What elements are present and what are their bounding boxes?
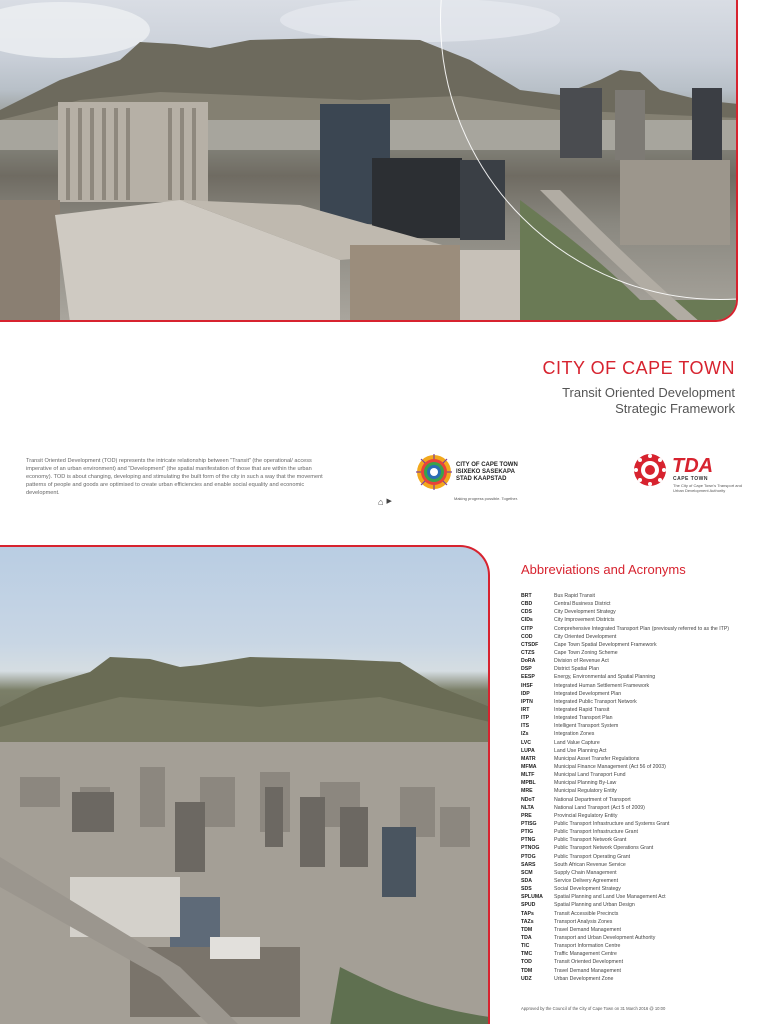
abbreviation-description: Travel Demand Management bbox=[554, 926, 621, 933]
abbreviation-row bbox=[521, 665, 761, 673]
abbreviation-row bbox=[521, 682, 761, 690]
abbreviation-code: CITP bbox=[521, 625, 533, 632]
abbreviation-description: Provincial Regulatory Entity bbox=[554, 812, 618, 819]
title-block bbox=[542, 358, 735, 417]
abbreviation-code: CBD bbox=[521, 601, 533, 608]
abbreviation-description: Cape Town Spatial Development Framework bbox=[554, 641, 657, 648]
abbreviation-description: National Department of Transport bbox=[554, 796, 631, 803]
abbreviation-row bbox=[521, 958, 761, 966]
cct-line-2: ISIXEKO SASEKAPA bbox=[456, 469, 515, 475]
abbreviation-description: Public Transport Operating Grant bbox=[554, 853, 631, 860]
abbreviation-row bbox=[521, 796, 761, 804]
abbreviation-code: TAZs bbox=[521, 918, 534, 925]
top-city-photo bbox=[0, 0, 738, 322]
abbreviation-description: South African Revenue Service bbox=[554, 861, 626, 868]
abbreviation-row bbox=[521, 592, 761, 600]
cct-line-1: CITY OF CAPE TOWN bbox=[456, 462, 518, 468]
abbreviation-row bbox=[521, 641, 761, 649]
abbreviation-code: IZs bbox=[521, 731, 529, 738]
abbreviation-row bbox=[521, 673, 761, 681]
abbreviation-description: Municipal Regulatory Entity bbox=[554, 788, 617, 795]
abbreviation-description: Transit Accessible Precincts bbox=[554, 910, 619, 917]
abbreviation-description: Public Transport Network Operations Grant bbox=[554, 845, 654, 852]
abbreviation-code: UDZ bbox=[521, 975, 532, 982]
abbreviation-row bbox=[521, 918, 761, 926]
abbreviation-code: DoRA bbox=[521, 658, 536, 665]
abbreviation-row bbox=[521, 698, 761, 706]
abbreviation-row bbox=[521, 730, 761, 738]
abbreviation-code: PRE bbox=[521, 812, 532, 819]
abbreviation-description: City Improvement Districts bbox=[554, 617, 615, 624]
abbreviation-description: Public Transport Infrastructure and Systems Grant bbox=[554, 821, 670, 827]
tda-logo bbox=[632, 452, 752, 502]
abbreviation-code: TDA bbox=[521, 934, 532, 941]
abbreviation-code: PTIG bbox=[521, 829, 534, 836]
abbreviation-code: TOD bbox=[521, 959, 532, 966]
abbreviation-code: SCM bbox=[521, 869, 533, 876]
abbreviation-row bbox=[521, 755, 761, 763]
abbreviation-code: ITP bbox=[521, 715, 530, 722]
abbreviation-description: Municipal Land Transport Fund bbox=[554, 772, 626, 779]
abbreviation-description: Integrated Transport Plan bbox=[554, 715, 613, 722]
abbreviation-row bbox=[521, 779, 761, 787]
tda-city: CAPE TOWN bbox=[673, 476, 708, 482]
abbreviation-row bbox=[521, 739, 761, 747]
abbreviation-description: Energy, Environmental and Spatial Planning bbox=[554, 674, 656, 681]
abbreviations-heading: Abbreviations and Acronyms bbox=[521, 562, 686, 577]
abbreviation-row bbox=[521, 893, 761, 901]
abbreviation-description: Supply Chain Management bbox=[554, 869, 617, 876]
abbreviation-code: SDS bbox=[521, 886, 532, 893]
abbreviation-description: Municipal Asset Transfer Regulations bbox=[554, 755, 640, 762]
abbreviation-description: Transport Analysis Zones bbox=[554, 918, 613, 925]
abbreviation-row bbox=[521, 926, 761, 934]
bottom-photo-illustration bbox=[0, 547, 490, 1024]
abbreviation-code: BRT bbox=[521, 593, 532, 600]
abbreviation-row bbox=[521, 877, 761, 885]
abbreviation-code: TAPs bbox=[521, 910, 534, 917]
abbreviation-row bbox=[521, 861, 761, 869]
abbreviation-code: TDM bbox=[521, 967, 533, 974]
abbreviation-description: Integration Zones bbox=[554, 731, 595, 738]
abbreviation-description: Municipal Planning By-Law bbox=[554, 780, 617, 787]
abbreviation-row bbox=[521, 966, 761, 974]
abbreviation-row bbox=[521, 804, 761, 812]
abbreviation-code: TIC bbox=[521, 943, 530, 950]
abbreviation-code: MFMA bbox=[521, 764, 537, 771]
abbreviation-code: ITS bbox=[521, 723, 530, 730]
abbreviation-code: CIDs bbox=[521, 617, 533, 624]
abbreviation-description: Division of Revenue Act bbox=[554, 658, 609, 665]
abbreviation-row bbox=[521, 909, 761, 917]
abbreviation-code: IDP bbox=[521, 690, 530, 697]
abbreviation-description: Spatial Planning and Land Use Management Act bbox=[554, 894, 666, 901]
abbreviation-row bbox=[521, 828, 761, 836]
abbreviation-description: Integrated Rapid Transit bbox=[554, 707, 610, 714]
abbreviation-code: TMC bbox=[521, 951, 533, 958]
tda-emblem-icon bbox=[632, 452, 668, 488]
intro-paragraph: Transit Oriented Development (TOD) represents the intricate relationship between “Transit” (the operational/ access imperative of an urban environment) and “Development” (the spatial manifestation of those that are within the urban economy). TOD is about changing, developing and stimulating the built form of the city in such a way that the movement patterns of people and goods are optimised to create urban efficiencies and enable social equality and economic development. bbox=[26, 458, 323, 496]
document-subtitle-line2: Strategic Framework bbox=[615, 401, 735, 416]
abbreviation-row bbox=[521, 820, 761, 828]
abbreviation-code: DSP bbox=[521, 666, 532, 673]
abbreviation-code: SPUD bbox=[521, 902, 536, 909]
bottom-city-aerial-photo bbox=[0, 545, 490, 1024]
abbreviation-row bbox=[521, 942, 761, 950]
abbreviation-description: City Development Strategy bbox=[554, 609, 616, 616]
cct-tagline: Making progress possible. Together. bbox=[454, 496, 518, 501]
abbreviation-row bbox=[521, 714, 761, 722]
abbreviation-row bbox=[521, 690, 761, 698]
cct-emblem-icon bbox=[416, 454, 452, 490]
abbreviation-description: Bus Rapid Transit bbox=[554, 593, 595, 600]
abbreviation-row bbox=[521, 633, 761, 641]
abbreviation-code: SPLUMA bbox=[521, 894, 543, 901]
abbreviation-code: LUPA bbox=[521, 747, 535, 754]
abbreviation-description: Transport Information Centre bbox=[554, 943, 621, 950]
abbreviation-description: City Oriented Development bbox=[554, 633, 617, 640]
abbreviation-description: Public Transport Network Grant bbox=[554, 837, 627, 844]
abbreviation-description: Service Delivery Agreement bbox=[554, 877, 619, 884]
abbreviation-code: PTOG bbox=[521, 853, 536, 860]
abbreviation-description: Comprehensive Integrated Transport Plan (previously referred to as the ITP) bbox=[554, 625, 730, 632]
abbreviation-code: MPBL bbox=[521, 780, 536, 787]
abbreviation-description: Integrated Public Transport Network bbox=[554, 698, 637, 705]
abbreviation-row bbox=[521, 747, 761, 755]
abbreviation-code: NDoT bbox=[521, 796, 535, 803]
abbreviation-description: Municipal Finance Management (Act 56 of 2003) bbox=[554, 764, 666, 771]
abbreviation-description: Transport and Urban Development Authority bbox=[554, 934, 656, 941]
abbreviation-description: Social Development Strategy bbox=[554, 886, 621, 893]
abbreviations-list bbox=[521, 592, 761, 983]
page-nav bbox=[378, 497, 392, 507]
abbreviation-row bbox=[521, 844, 761, 852]
abbreviation-row bbox=[521, 812, 761, 820]
abbreviation-row bbox=[521, 625, 761, 633]
abbreviation-row bbox=[521, 901, 761, 909]
abbreviation-row bbox=[521, 657, 761, 665]
abbreviation-row bbox=[521, 787, 761, 795]
abbreviation-row bbox=[521, 600, 761, 608]
abbreviation-description: Traffic Management Centre bbox=[554, 951, 617, 958]
abbreviation-row bbox=[521, 869, 761, 877]
abbreviation-row bbox=[521, 975, 761, 983]
abbreviation-row bbox=[521, 950, 761, 958]
approval-footnote: Approved by the Council of the City of Cape Town on 31 March 2016 @ 10:00 bbox=[521, 1006, 666, 1011]
document-subtitle-line1: Transit Oriented Development bbox=[562, 385, 735, 400]
abbreviation-row bbox=[521, 763, 761, 771]
abbreviation-code: CTZS bbox=[521, 650, 535, 657]
document-title: CITY OF CAPE TOWN bbox=[542, 358, 735, 378]
abbreviation-description: Land Use Planning Act bbox=[554, 747, 607, 754]
abbreviation-code: PTNOG bbox=[521, 845, 540, 852]
abbreviation-row bbox=[521, 836, 761, 844]
abbreviation-row bbox=[521, 649, 761, 657]
abbreviation-code: SARS bbox=[521, 861, 536, 868]
abbreviation-code: SDA bbox=[521, 877, 532, 884]
abbreviation-row bbox=[521, 616, 761, 624]
abbreviation-code: IPTN bbox=[521, 698, 533, 705]
abbreviation-description: Urban Development Zone bbox=[554, 975, 614, 982]
abbreviation-description: Central Business District bbox=[554, 601, 611, 608]
abbreviation-code: NLTA bbox=[521, 804, 535, 811]
abbreviation-row bbox=[521, 771, 761, 779]
tda-wordmark: TDA bbox=[672, 455, 714, 477]
abbreviation-code: PTNG bbox=[521, 837, 536, 844]
cct-wordmark bbox=[456, 462, 518, 483]
abbreviation-code: COD bbox=[521, 633, 533, 640]
abbreviation-code: EESP bbox=[521, 674, 535, 681]
cct-line-3: STAD KAAPSTAD bbox=[456, 476, 507, 482]
abbreviation-code: MLTF bbox=[521, 772, 535, 779]
abbreviation-code: PTISG bbox=[521, 821, 537, 827]
abbreviation-row bbox=[521, 608, 761, 616]
next-page-icon[interactable]: ▶ bbox=[386, 498, 392, 505]
city-of-cape-town-logo bbox=[416, 454, 546, 504]
abbreviation-description: National Land Transport (Act 5 of 2009) bbox=[554, 804, 645, 811]
abbreviation-code: TDM bbox=[521, 926, 533, 933]
abbreviation-description: Transit Oriented Development bbox=[554, 959, 624, 966]
abbreviation-description: Integrated Human Settlement Framework bbox=[554, 682, 650, 689]
abbreviation-description: Travel Demand Management bbox=[554, 967, 621, 974]
abbreviation-row bbox=[521, 934, 761, 942]
tda-description: The City of Cape Town's Transport and Urban Development Authority bbox=[673, 483, 742, 493]
abbreviation-description: Public Transport Infrastructure Grant bbox=[554, 829, 638, 836]
abbreviation-code: IHSF bbox=[521, 682, 533, 689]
abbreviation-code: MATR bbox=[521, 755, 536, 762]
abbreviation-row bbox=[521, 885, 761, 893]
abbreviation-row bbox=[521, 853, 761, 861]
abbreviation-code: IRT bbox=[521, 707, 530, 714]
abbreviation-description: Intelligent Transport System bbox=[554, 723, 619, 730]
abbreviation-description: Cape Town Zoning Scheme bbox=[554, 650, 618, 657]
abbreviation-row bbox=[521, 722, 761, 730]
abbreviation-description: Spatial Planning and Urban Design bbox=[554, 902, 635, 909]
abbreviation-description: Integrated Development Plan bbox=[554, 690, 622, 697]
home-icon[interactable]: ⌂ bbox=[378, 497, 384, 507]
abbreviation-code: MRE bbox=[521, 788, 533, 795]
abbreviation-code: LVC bbox=[521, 739, 531, 746]
abbreviation-code: CDS bbox=[521, 609, 532, 616]
abbreviation-row bbox=[521, 706, 761, 714]
abbreviation-description: Land Value Capture bbox=[554, 739, 600, 746]
abbreviation-code: CTSDF bbox=[521, 641, 539, 648]
abbreviation-description: District Spatial Plan bbox=[554, 666, 599, 673]
